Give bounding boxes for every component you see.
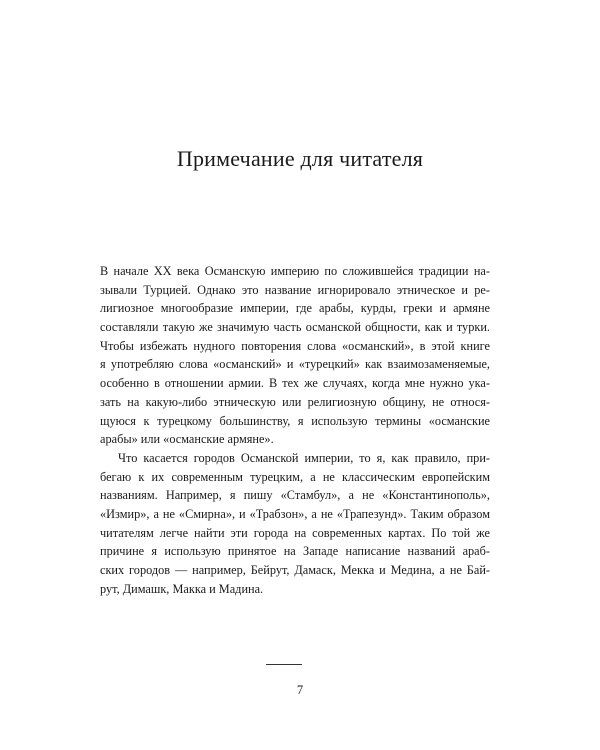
- paragraph-2-line: читателям легче найти эти города на современных картах. По той же: [100, 525, 490, 540]
- paragraph-1-line: зать на какую-либо этническую или религиозную общину, не относя-: [100, 394, 490, 409]
- paragraph-2-line: ских городов — например, Бейрут, Дамаск, Мекка и Медина, а не Бай-: [100, 563, 490, 577]
- paragraph-1-line: Чтобы избежать нудного повторения слова «османский», в этой книге: [100, 338, 490, 353]
- paragraph-1-line: арабы» или «османские армяне».: [100, 432, 274, 447]
- paragraph-2-line: причине я использую принятое на Западе написание названий араб-: [100, 544, 490, 559]
- footer-rule: [266, 664, 302, 665]
- paragraph-1-line: лигиозное многообразие империи, где арабы, курды, греки и армяне: [100, 301, 490, 316]
- paragraph-1-line: щуюся к турецкому большинству, я использую термины «османские: [100, 413, 490, 428]
- paragraph-2-line: «Измир», а не «Смирна», и «Трабзон», а не «Трапезунд». Таким образом: [100, 506, 490, 521]
- paragraph-2-line: бегаю к их современным турецким, а не классическим европейским: [100, 469, 490, 484]
- paragraph-1-line: я употребляю слова «османский» и «турецкий» как взаимозаменяемые,: [100, 357, 490, 372]
- paragraph-2-line: Что касается городов Османской империи, то я, как правило, при-: [118, 450, 490, 465]
- paragraph-2-line: названиям. Например, я пишу «Стамбул», а не «Константинополь»,: [100, 488, 490, 503]
- paragraph-1-line: особенно в отношении армии. В тех же случаях, когда мне нужно ука-: [100, 376, 490, 391]
- paragraph-1-line: составляли такую же значимую часть османской общности, как и турки.: [100, 320, 490, 335]
- page-number: 7: [296, 683, 304, 697]
- paragraph-1-line: зывали Турцией. Однако это название игнорировало этническое и ре-: [100, 282, 490, 297]
- page-title: Примечание для читателя: [176, 146, 424, 171]
- paragraph-1-line: В начале XX века Османскую империю по сложившейся традиции на-: [100, 264, 490, 278]
- paragraph-2-line: рут, Димашк, Макка и Мадина.: [100, 581, 264, 596]
- body-text: [100, 262, 490, 598]
